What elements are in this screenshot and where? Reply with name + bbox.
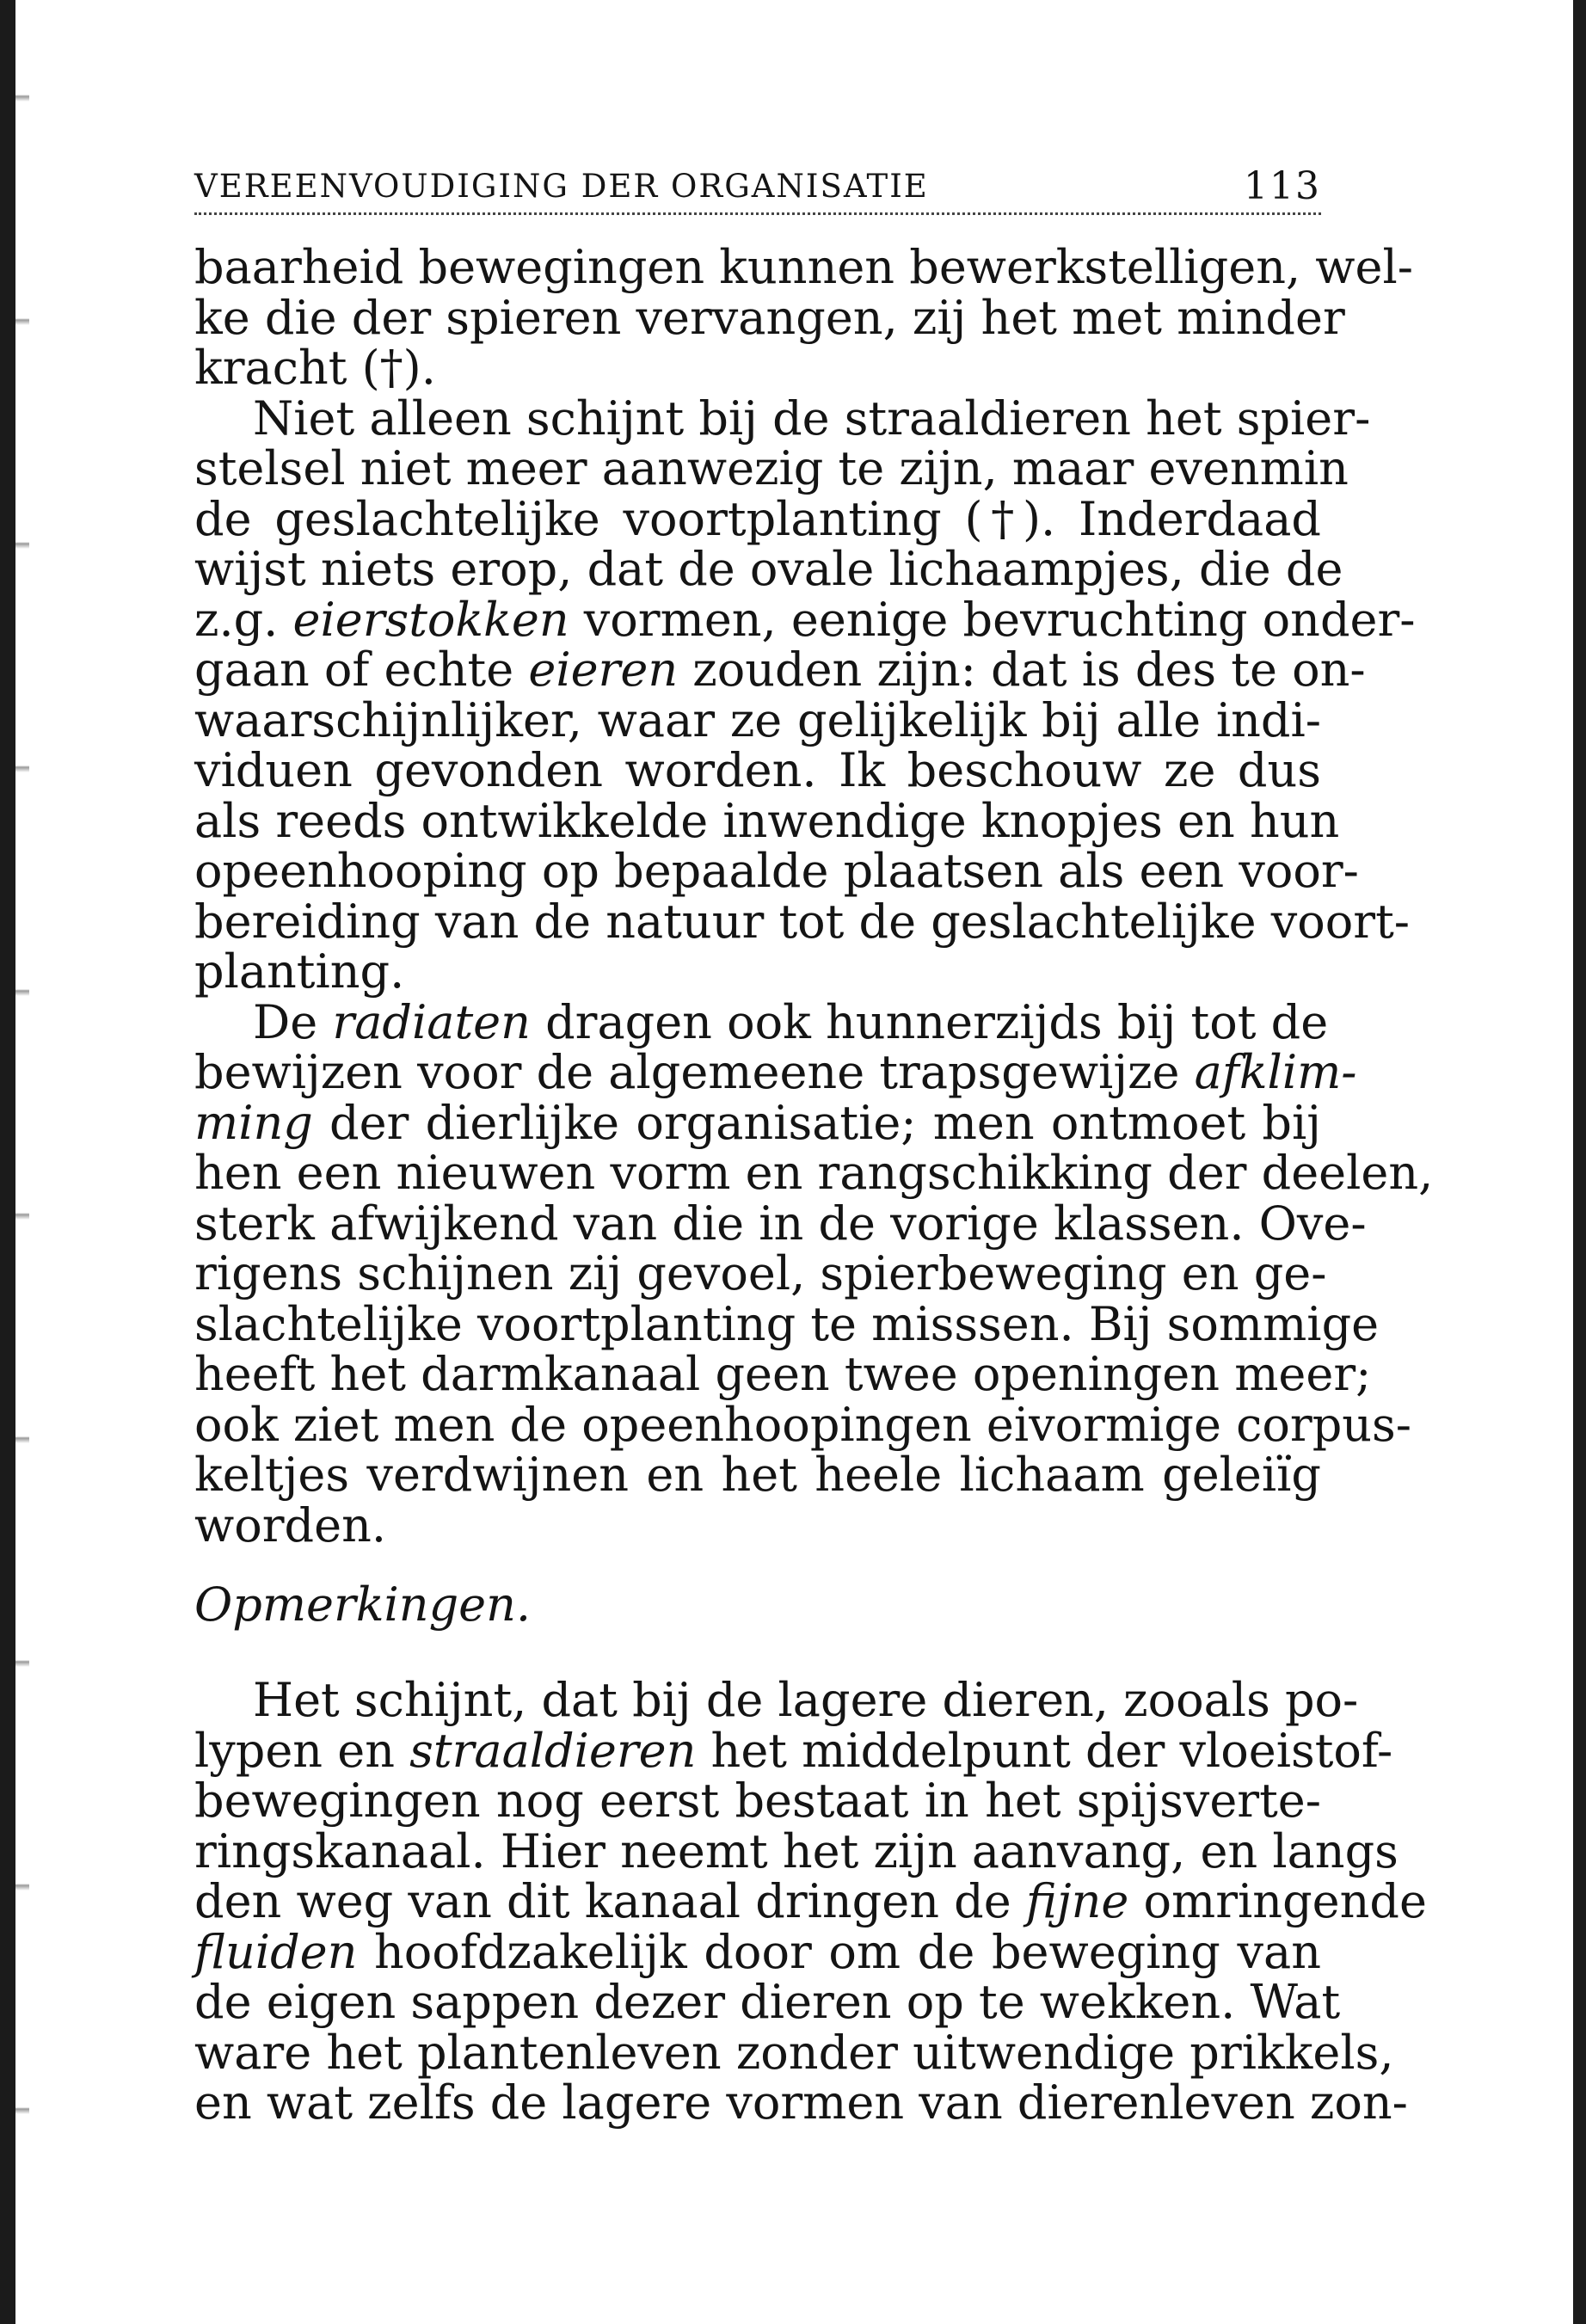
- text-line: worden.: [194, 1497, 387, 1552]
- text-line: en wat zelfs de lagere vormen van dierenleven zon-: [194, 2075, 1408, 2130]
- text-line: hen een nieuwen vorm en rangschikking der deelen,: [194, 1146, 1434, 1200]
- italic-word: eieren: [528, 642, 679, 697]
- text-line: lypen en straaldieren het middelpunt der vloeistof-: [194, 1723, 1393, 1778]
- italic-word: radiaten: [332, 994, 531, 1049]
- italic-word: fijne: [1025, 1874, 1129, 1928]
- text-line: sterk afwijkend van die in de vorige klassen. Ove-: [194, 1196, 1367, 1251]
- text-line: fluiden hoofdzakelijk door om de beweging van: [194, 1924, 1321, 1979]
- text-line: rigens schijnen zij gevoel, spierbeweging en ge-: [194, 1246, 1327, 1300]
- text-line: gaan of echte eieren zouden zijn: dat is des te on-: [194, 642, 1366, 697]
- italic-word: eierstokken: [292, 592, 569, 647]
- text-line: wijst niets erop, dat de ovale lichaampjes, die de: [194, 542, 1343, 596]
- page-number: 113: [1244, 164, 1321, 208]
- text-line: planting.: [194, 944, 405, 999]
- section-heading: Opmerkingen.: [194, 1577, 532, 1632]
- text-line: ringskanaal. Hier neemt het zijn aanvang, en langs: [194, 1823, 1399, 1878]
- paragraph-block-1: [194, 240, 1434, 1552]
- book-page: [194, 0, 1434, 2324]
- text-line: baarheid bewegingen kunnen bewerkstelligen, wel-: [194, 240, 1413, 294]
- text-line: kracht (†).: [194, 341, 436, 395]
- text-line: Niet alleen schijnt bij de straaldieren het spier-: [253, 390, 1371, 446]
- text-line: de eigen sappen dezer dieren op te wekken. Wat: [194, 1975, 1341, 2029]
- text-line: de geslachtelijke voortplanting (†). Inderdaad: [194, 491, 1321, 546]
- italic-word: afklim-: [1194, 1045, 1357, 1099]
- text-line: als reeds ontwikkelde inwendige knopjes en hun: [194, 793, 1340, 848]
- italic-word: fluiden: [194, 1924, 358, 1979]
- text-line: bereiding van de natuur tot de geslachtelijke voort-: [194, 894, 1411, 949]
- paragraph-block-2: [194, 1673, 1427, 2130]
- scan-border-right: [1573, 0, 1586, 2324]
- italic-word: ming: [194, 1095, 313, 1150]
- text-line: bewegingen nog eerst bestaat in het spijsverte-: [194, 1774, 1321, 1828]
- text-line: viduen gevonden worden. Ik beschouw ze dus: [194, 743, 1321, 797]
- running-head-rule: [194, 212, 1321, 215]
- text-line: De radiaten dragen ook hunnerzijds bij tot de: [253, 994, 1329, 1049]
- text-line: ook ziet men de opeenhoopingen eivormige corpus-: [194, 1397, 1411, 1452]
- text-line: slachtelijke voortplanting te misssen. Bij sommige: [194, 1296, 1380, 1351]
- italic-word: straaldieren: [409, 1723, 697, 1778]
- scan-border-left: [0, 0, 15, 2324]
- text-line: ke die der spieren vervangen, zij het met minder: [194, 290, 1345, 345]
- text-line: bewijzen voor de algemeene trapsgewijze afklim-: [194, 1045, 1357, 1099]
- text-line: ware het plantenleven zonder uitwendige prikkels,: [194, 2025, 1394, 2080]
- text-line: den weg van dit kanaal dringen de fijne omringende: [194, 1874, 1427, 1928]
- text-line: ming der dierlijke organisatie; men ontmoet bij: [194, 1095, 1321, 1150]
- text-line: opeenhooping op bepaalde plaatsen als een voor-: [194, 844, 1359, 898]
- text-line: heeft het darmkanaal geen twee openingen meer;: [194, 1347, 1372, 1401]
- text-line: Het schijnt, dat bij de lagere dieren, zooals po-: [253, 1673, 1359, 1727]
- running-head: [194, 165, 1321, 208]
- text-line: keltjes verdwijnen en het heele lichaam geleiïg: [194, 1448, 1321, 1502]
- text-line: stelsel niet meer aanwezig te zijn, maar evenmin: [194, 441, 1349, 495]
- scan-border-left-fray: [15, 0, 29, 2324]
- text-line: waarschijnlijker, waar ze gelijkelijk bij alle indi-: [194, 692, 1321, 747]
- text-line: z.g. eierstokken vormen, eenige bevruchting onder-: [194, 592, 1416, 647]
- running-head-title: VEREENVOUDIGING DER ORGANISATIE: [194, 168, 929, 205]
